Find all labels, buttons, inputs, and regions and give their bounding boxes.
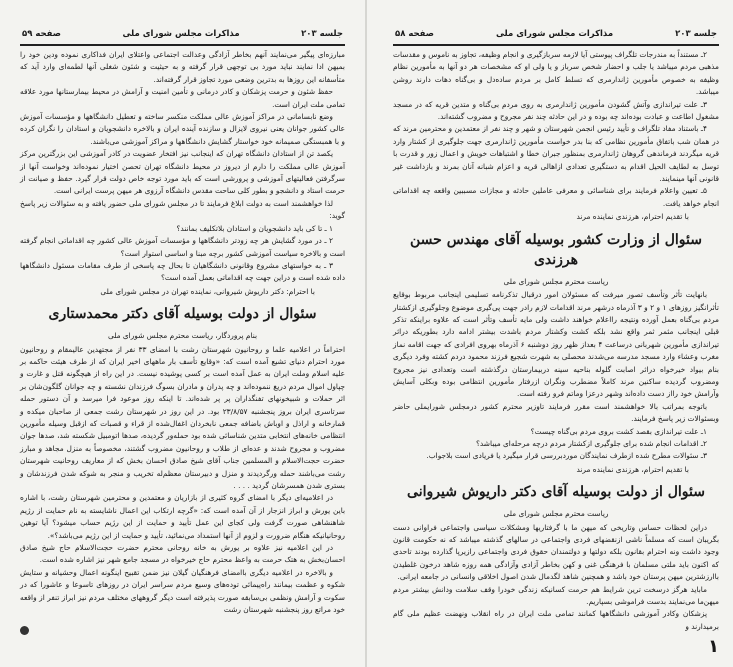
salutation: بنام پروردگار، ریاست محترم مجلس شورای ملی [107,331,258,341]
paragraph: دراین لحظات حساس وتاریخی که میهن ما با گرفتاریها ومشکلات سیاسی واجتماعی فراوانی دست بگریبان است که مسلماً ناشی ازنقضهای فردی واجتماعی در سالهای گذشته میباشد که نه حکومت قانون وجود داشت ونه احترام بقانون بلکه دولتها و دولتمندان حقوق فردی واجتماعی رازیرپا گذارده بودند تاحدی که اکنون باید ملتی مسلمان با فرهنگی غنی و کهن بخاطر آزادی وآزادگی همه روزه شاهد درخون غلطیدن باارزشترین میهن پرستان خود باشد و همچنین شاهد لگدمال شدن اصول اخلاقی وانسانی در جامعه ایرانی. [393,522,719,582]
page-header [20,26,345,42]
paragraph: ۴ـ باستناد مفاد تلگراف و تأیید رئیس انجمن شهرستان و شهر و چند نفر از معتمدین و محترمین مرند که در همان شب باتفاق مأمورین نظامی که بنا بدر خواست مأمورین ژاندارمری جهت جلوگیری از کشتار وارد قریه میگردند فرماندهی گروهان ژاندارمری بمنظور جبران خطا و اشتباهات خویش و اعمال زور و قدرت با توسل به لطایف الحیل اقدام به دستگیری تعدادی ازاهالی قریه و اعزام شبانه آنان بمرند و بازداشت غیر قانونی آنها مینمایند. [393,124,719,184]
question-item: ۱ـ علت تیراندازی بقصد کشت بروی مردم بی‌گناه چیست؟ [530,426,707,436]
paragraph: و بالاخره در اعلامیه دیگری باامضای فرهنگیان گیلان نیز ضمن تقبیح اینگونه اعمال وحشیانه و ستایش شکوه و عظمت بیمانند راه‌پیمائی توده‌های وسیع مردم سراسر ایران در روزهای تاسوعا و عاشورا که در سکوت و آرامش ونظمی بی‌سابقه صورت پذیرفته است دیگر گروههای مختلف مردم نیز ابراز تنفر از واقعه خود مراتع روز پنجشنبه شهرستان رشت [20,567,345,615]
salutation: ریاست محترم مجلس شورای ملی [503,509,609,519]
header-rule [393,44,719,46]
section-title: سئوال از دولت بوسیله آقای دکتر محمدستاری [48,306,317,323]
left-page [0,0,365,667]
body-text [20,344,345,617]
question-item: ۲ ـ در مورد گشایش هر چه زودتر دانشگاهها و مؤسسات آموزش عالی کشور چه اقداماتی انجام گرفته است و بالاخره سیاست آموزشی کشور برچه مبنا و اساسی استوار است؟ [20,236,345,258]
question-item: ۳ ـ به خواستهای مشروع وقانونی دانشگاهیان تا بحال چه پاسخی از طرف مقامات مسئول دانشگاهها داده شده است و دراین جهت چه اقداماتی بعمل آمده است؟ [20,260,345,283]
session-number: جلسه ۲۰۳ [301,29,343,39]
body-text [393,289,719,463]
paragraph: ماباید هرگز درسخت ترین شرایط هم حرمت کسانیکه زندگی خودرا وقف سلامت ودانش بیشتر مردم میهن‌ما می‌نمایند بدست فراموشی بسپاریم. [393,584,719,607]
paragraph: در این اعلامیه نیز علاوه بر یورش به خانه روحانی محترم حضرت حجت‌الاسلام حاج شیخ صادق احسان‌بخش به هتک حرمت به واعظ محترم حاج خیرخواه در مسجد جامع شهر نیز اشاره شده است. [20,543,345,565]
paragraph: ۲ـ مستنداً به مندرجات تلگراف پیوستی آیا لازمه سربازگیری و انجام وظیفه، تجاوز به ناموس و مقدسات مذهبی مردم میباشد یا جلب و احضار شخص سرباز و یا ولی او که مشخصات هر دو آنها به مأمورین نظام وظیفه به خصوص مأمورین ژاندارمری که تسلط کامل بر مردم ساده‌دل و بی‌گناه دهات دارند روشن میباشد. [393,50,719,97]
running-title: مذاکرات مجلس شورای ملی [122,29,240,39]
paragraph: بانهایت تأثر وتأسف تصور میرفت که مسئولان امور درقبال تذکرنامه تسلیمی اینجانب مربوط بوقایع تأثرانگیز روزهای ۱ و ۲ و ۳ آذرماه درشهر مرند اقدامات لازم رادر جهت پی‌گیری موضوع وجلوگیری ازکشتار مردم بی‌گناه بعمل آورده ونتیجه رااعلام خواهند داشت ولی مایه تأسف وتأثر است که علاوه براینکه تذکر قبلی اینجانب مثمر ثمر واقع نشد بلکه کشت وکشتار مردم باشدت بیشتر ادامه دارد بطوریکه دراثر تیراندازی مأمورین شهربانی درساعت ۴ بعداز ظهر روز دوشنبه ۶ آذرماه بهروی افرادی که جهت اقامه نماز مغرب وعشاء وارد مسجد مدرسه می‌شدند محصلی به شهرت شجیع فرزند محمود دردم کشته وفرد دیگری بنام بیواد خیرخواه دراثر اصابت گلوله بناحیه سینه دربیمارستان درگذشته است وتعدادی نیز مجروح ومضروب گردیده ساکنین مرند کاملاً مضطرب ونگران ازرفتار مأمورین انتظامی بوده وبکلی آسایش وآرامش خود رااز دست داده‌اند وشهر درعزا وماتم فرو رفته است. [393,290,719,399]
paragraph: ۵ـ تعیین واعلام فرمایند برای شناسائی و معرفی عاملین حادثه و مجازات مسببین واقعه چه اقداماتی انجام خواهد یافت. [393,186,719,208]
page-header [393,26,719,42]
page-number: صفحه ۵۸ [395,29,434,39]
paragraph: باتوجه بمراتب بالا خواهشمند است مقرر فرمایند تاوزیر محترم کشور درمجلس شورایملی حاضر وبسئوالات زیر پاسخ فرمایند. [393,401,719,424]
paragraph: در اعلامیه‌ای دیگر با امضای گروه کثیری از بازاریان و معتمدین و محترمین شهرستان رشت، با اشاره باین یورش و ابراز انزجار از آن آمده است که: «گرچه ارتکاب این اعمال ناشایسته به نام حمایت از رژیم شاهنشاهی صورت گرفت ولی کجای این عمل تأیید و حمایت از این رژیم حساب میشود؟ آیا توهین روحانیانیکه هنگام ضرورت و لزوم از آنها استمداد می‌نمائید، تأیید و حمایت از این رژیم می‌باشد؟». [20,493,345,540]
page-marker: ۱ [708,636,719,658]
paragraph: احتراماً در اعلامیه علما و روحانیون شهرستان رشت با امضای ۳۳ نفر از مجتهدین عالیمقام و روحانیون مورد احترام دنیای تشیع آمده است که: «وقایع تأسف بار ماههای اخیر ایران که از طرف هیئت حاکمه بر علیه اسلام وملت ایران به عمل آمده است بر کسی پوشیده نیست. در این راه از هیچگونه قتل و غارت و چپاول اموال مردم دریغ ننموده‌اند و چه پدران و مادران بسوگ فرزندان نشسته و چه جوانان گلگون‌شان بر اثر حملات و شبیخونهای تفنگداران پر پر شده‌اند. تا اینکه روز موعود فرا میرسد و آن دستور حمله سرتاسری ایران بروز پنجشنبه ۲۳/۸/۵۷ بود. در این روز در شهرستان رشت جمعی از صاحبان میکده و قمارخانه و اراذل و اوباش باضافه جمعی نابخردان اغفال‌شده از قراء و قصبات که ازقبل وسیله مأمورین انتظامی خانه‌های انتخابی متدین شناسائی شده بود حمله‌ور گردیده، صدها اتومبیل شکسته شد، صدها جوان مضروب و مجروح شدند و عده‌ای از طلاب و روحانیون مضروب گشتند، مخصوصاً به منزل مجاهد و مبارز حضرت حجت‌الاسلام و المسلمین جناب آقای شیخ صادق احسان بخش که از معاریف روحانیت شهرستان رشت می‌باشند حمله ورگردیدند و منزل و دبیرستان معظم‌له تخریب و منجر به شوکه شدن فرزندشان و بستری شدن همسرشان گردید . . . . [20,344,345,490]
ink-spot [20,626,29,635]
signature: با تقدیم احترام، هرزندی نماینده مرند [576,464,689,474]
page-footer [393,637,719,657]
paragraph: پزشکان وکادر آموزشی دانشگاهها کمانند تمامی ملت ایران در راه انقلاب ونهضت عظیم ملی گام برمیدارند و [393,609,719,631]
question-item: ۱ ـ تا کی باید دانشجویان و استادان بلاتکلیف بمانند؟ [176,223,333,233]
paragraph: یکصد تن از استادان دانشگاه تهران که اینجانب نیز افتخار عضویت در کادر آموزشی این بزرگترین مرکز آموزش عالی مملکت را دارم از دیروز در محیط دانشگاه تهران تحصن اختیار نموده‌اند وخواست آنها از سرگرفتن فعالیتهای آموزشی و پرورشی است که باید مورد توجه خاص دولت قرار گیرد. حفظ و صیانت از حرمت استاد و دانشجو و بطور کلی ساحت مقدس دانشگاه آرزوی هر میهن پرست ایرانی است. [20,149,345,196]
section-title: سئوال از دولت بوسیله آقای دکتر داریوش شیروانی [407,484,705,501]
paragraph: حفظ شئون و حرمت پزشکان و کادر درمانی و تأمین امنیت و آرامش در محیط بیمارستانها مورد علاقه تمامی ملت ایران است. [20,87,345,109]
signature: با احترام: دکتر داریوش شیروانی، نماینده تهران در مجلس شورای ملی [100,286,315,296]
salutation: ریاست محترم مجلس شورای ملی [503,276,609,286]
paragraph: ۳ـ علت تیراندازی وآتش گشودن مأمورین ژاندارمری به روی مردم بی‌گناه و متدین قریه که در مسجد مشغول اطاعت و عبادت بوده‌اند چه بوده و در این حادثه چند نفر مجروح و مضروب گشته‌اند. [393,99,719,122]
question-item: ۳ـ سئوالات مطرح شده ازطرف نمایندگان موردبررسی قرار میگیرد یا فریادی است بلاجواب. [426,451,707,461]
intro-text [20,49,345,285]
signature: با تقدیم احترام، هرزندی نماینده مرند [576,212,689,222]
session-number: جلسه ۲۰۳ [675,29,717,39]
body-text [393,522,719,634]
running-title: مذاکرات مجلس شورای ملی [495,29,614,39]
page-footer [20,620,345,640]
paragraph: مبارزه‌ای پیگیر می‌نمایند آنهم بخاطر آزادگی وعدالت اجتماعی واعتلای ایران فداکاری نموده ودین خود را بمیهن ادا نمایند نباید مورد بی توجهی قرار گرفته و به حیثیت و شئون شغلی آنها لطمه‌ای وارد آید که متأسفانه این روزها به بدترین وضعی مورد تجاوز قرار گرفته‌اند. [20,50,345,84]
paragraph: وضع نابسامانی در مراکز آموزش عالی مملکت منکسر ساخته و تعطیل دانشگاهها و مؤسسات آموزش عالی کشور جوانان یعنی نیروی لایزال و سازنده آینده ایران و بالاخره دانشجویان و استادان را نگران کرده و با همبستگی صمیمانه خود خواستار گشایش دانشگاهها و مراکز آموزشی می‌باشند. [20,112,345,146]
question-item: ۲ـ اقدامات انجام شده برای جلوگیری ازکشتار مردم درچه مرحله‌ای میباشد؟ [476,438,707,448]
paragraph: لذا خواهشمند است به دولت ابلاغ فرمایند تا در مجلس شورای ملی حضور یافته و به سئوالات زیر پاسخ گوید: [20,198,345,221]
header-rule [20,44,345,46]
right-page [367,0,733,667]
intro-text [393,49,719,210]
page-number: صفحه ۵۹ [22,29,61,39]
section-title: سئوال از وزارت کشور بوسیله آقای مهندس حسن هرزندی [410,231,702,268]
